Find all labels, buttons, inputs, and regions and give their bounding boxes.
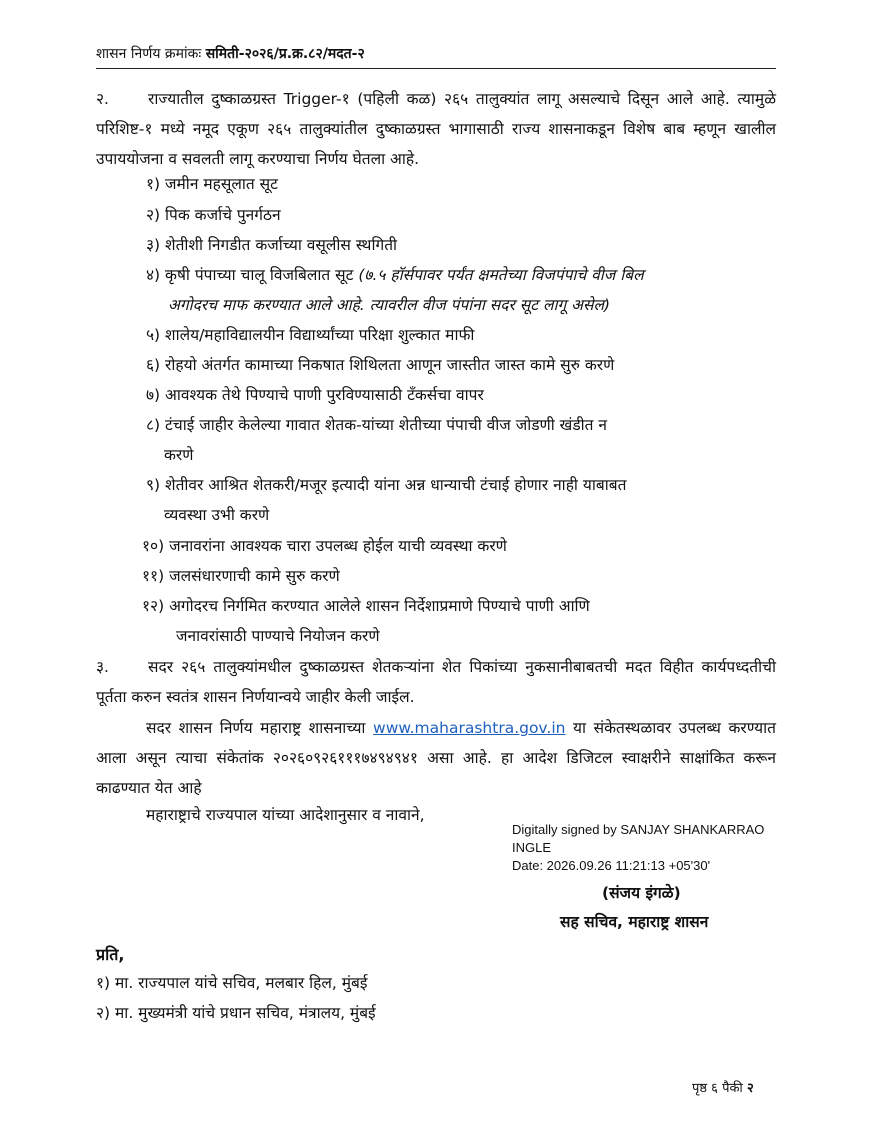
measure-3: ३) शेतीशी निगडीत कर्जाच्या वसूलीस स्थगिती (146, 236, 398, 254)
measure-2: २) पिक कर्जाचे पुनर्गठन (146, 206, 281, 224)
signatory-designation: सह सचिव, महाराष्ट्र शासन (560, 913, 709, 931)
paragraph-number: २. (96, 90, 109, 108)
measure-8-continued: करणे (164, 446, 194, 464)
paragraph-number: ३. (96, 658, 109, 676)
measure-10: १०) जनावरांना आवश्यक चारा उपलब्ध होईल याची व्यवस्था करणे (142, 537, 507, 555)
paragraph-2 (96, 84, 776, 174)
measure-4-note: (७.५ हॉर्सपावर पर्यंत क्षमतेच्या विजपंपाचे वीज बिल (358, 266, 644, 284)
notice-text-end: या संकेतस्थळावर उपलब्ध करण्यात आला असून त्याचा संकेतांक २०२६०९२६१११७४९४९४१ असा आहे. हा आदेश डिजिटल स्वाक्षरीने साक्षांकित करून काढण्यात येत आहे (96, 719, 776, 797)
closing-line: महाराष्ट्राचे राज्यपाल यांच्या आदेशानुसार व नावाने, (146, 806, 425, 824)
measure-4-text: ४) कृषी पंपाच्या चालू विजबिलात सूट (146, 266, 354, 284)
measure-5: ५) शालेय/महाविद्यालयीन विद्यार्थ्यांच्या परिक्षा शुल्कात माफी (146, 326, 475, 344)
recipient-2: २) मा. मुख्यमंत्री यांचे प्रधान सचिव, मंत्रालय, मुंबई (96, 1004, 376, 1022)
website-link[interactable]: www.maharashtra.gov.in (373, 719, 566, 737)
measure-9-continued: व्यवस्था उभी करणे (164, 506, 270, 524)
notice-text-start: सदर शासन निर्णय महाराष्ट्र शासनाच्या (146, 719, 366, 737)
paragraph-3 (96, 652, 776, 712)
header-prefix: शासन निर्णय क्रमांकः (96, 46, 202, 62)
signatory-name: (संजय इंगळे) (602, 884, 681, 902)
header-divider (96, 68, 776, 69)
signature-line-1: Digitally signed by SANJAY SHANKARRAO (512, 822, 765, 837)
measure-4-note-continued: अगोदरच माफ करण्यात आले आहे. त्यावरील वीज पंपांना सदर सूट लागू असेल) (168, 296, 611, 314)
digital-signature-block (512, 821, 764, 875)
measure-9: ९) शेतीवर आश्रित शेतकरी/मजूर इत्यादी यांना अन्न धान्याची टंचाई होणार नाही याबाबत (146, 476, 627, 494)
paragraph-website-notice (96, 713, 776, 803)
recipients-heading: प्रति, (96, 945, 125, 964)
page-footer-text: पृष्ठ ६ पैकी (692, 1081, 743, 1096)
measure-12: १२) अगोदरच निर्गमित करण्यात आलेले शासन निर्देशाप्रमाणे पिण्याचे पाणी आणि (142, 597, 590, 615)
page-total: २ (746, 1081, 754, 1096)
signature-date: Date: 2026.09.26 11:21:13 +05'30' (512, 858, 711, 873)
measure-12-continued: जनावरांसाठी पाण्याचे नियोजन करणे (176, 627, 380, 645)
paragraph-text: राज्यातील दुष्काळग्रस्त Trigger-१ (पहिली कळ) २६५ तालुक्यांत लागू असल्याचे दिसून आले आहे. त्यामुळे परिशिष्ट-१ मध्ये नमूद एकूण २६५ तालुक्यांतील दुष्काळग्रस्त भागासाठी राज्य शासनाकडून विशेष बाब म्हणून खालील उपाययोजना व सवलती लागू करण्याचा निर्णय घेतला आहे. (96, 90, 776, 168)
document-reference-header (96, 44, 365, 63)
measure-7: ७) आवश्यक तेथे पिण्याचे पाणी पुरविण्यासाठी टँकर्सचा वापर (146, 386, 484, 404)
header-reference-number: समिती-२०२६/प्र.क्र.८२/मदत-२ (205, 46, 365, 62)
page-number-footer (692, 1078, 754, 1096)
measure-11: ११) जलसंधारणाची कामे सुरु करणे (142, 567, 340, 585)
measure-6: ६) रोहयो अंतर्गत कामाच्या निकषात शिथिलता आणून जास्तीत जास्त कामे सुरु करणे (146, 356, 615, 374)
measure-4 (146, 263, 644, 285)
signature-line-2: INGLE (512, 840, 552, 855)
recipient-1: १) मा. राज्यपाल यांचे सचिव, मलबार हिल, मुंबई (96, 974, 368, 992)
measure-1: १) जमीन महसूलात सूट (146, 175, 278, 193)
paragraph-text: सदर २६५ तालुक्यांमधील दुष्काळग्रस्त शेतकऱ्यांना शेत पिकांच्या नुकसानीबाबतची मदत विहीत कार्यपध्दतीची पूर्तता करुन स्वतंत्र शासन निर्णयान्वये जाहीर केली जाईल. (96, 658, 776, 706)
measure-8: ८) टंचाई जाहीर केलेल्या गावात शेतक-यांच्या शेतीच्या पंपाची वीज जोडणी खंडीत न (146, 416, 608, 434)
